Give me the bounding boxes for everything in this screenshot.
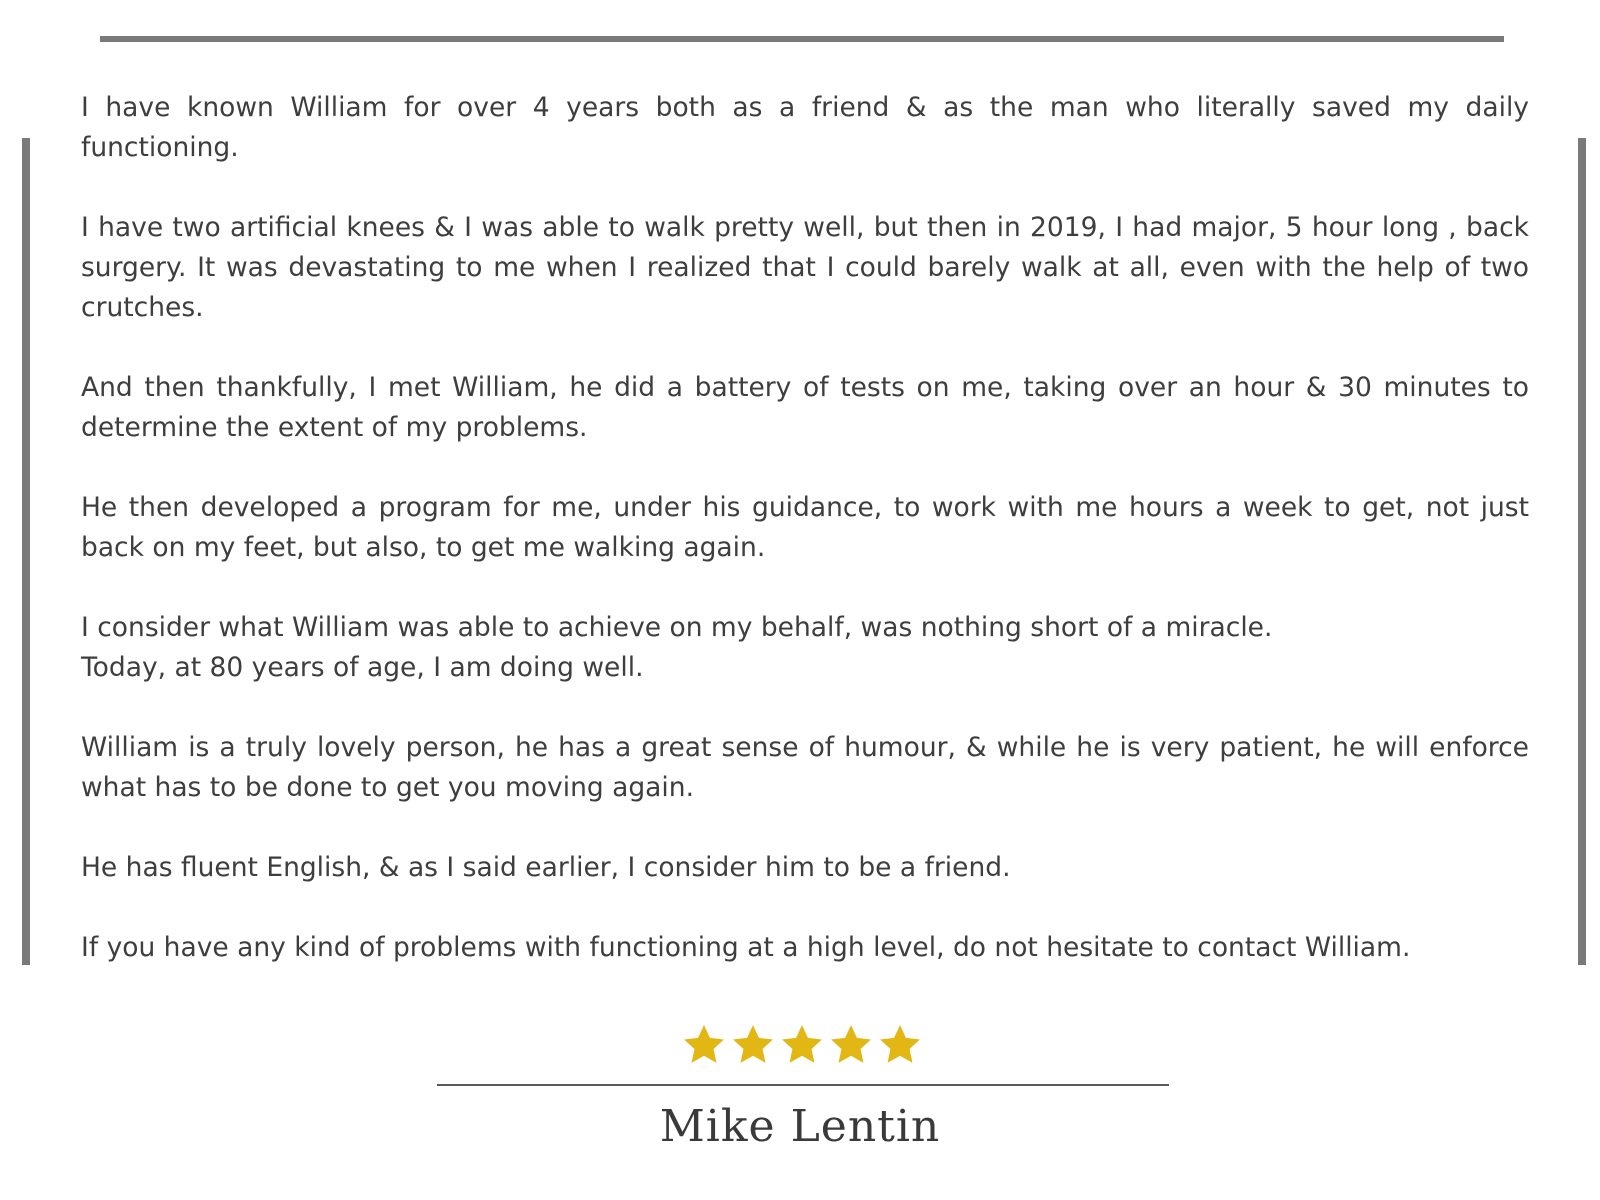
review-paragraph bbox=[81, 728, 1529, 808]
review-line: He then developed a program for me, under his guidance, to work with me hours a week to get, not just back on my feet, but also, to get me walking again. bbox=[81, 492, 1529, 563]
star-icon bbox=[779, 1022, 825, 1068]
top-divider bbox=[100, 36, 1504, 42]
review-paragraph bbox=[81, 368, 1529, 448]
review-paragraph bbox=[81, 928, 1529, 968]
left-accent-bar bbox=[22, 138, 30, 965]
review-paragraph bbox=[81, 488, 1529, 568]
star-icon bbox=[828, 1022, 874, 1068]
review-text bbox=[81, 88, 1529, 1008]
signature-line bbox=[437, 1084, 1169, 1086]
review-paragraph bbox=[81, 608, 1529, 688]
review-paragraph bbox=[81, 208, 1529, 328]
star-icon bbox=[681, 1022, 727, 1068]
review-line: I consider what William was able to achieve on my behalf, was nothing short of a miracle. bbox=[81, 612, 1273, 643]
review-paragraph bbox=[81, 88, 1529, 168]
star-icon bbox=[877, 1022, 923, 1068]
author-name: Mike Lentin bbox=[659, 1101, 941, 1152]
review-line: Today, at 80 years of age, I am doing well. bbox=[81, 652, 644, 683]
review-line: And then thankfully, I met William, he did a battery of tests on me, taking over an hour & 30 minutes to determine the extent of my problems. bbox=[81, 372, 1529, 443]
star-rating bbox=[681, 1022, 923, 1068]
review-line: William is a truly lovely person, he has a great sense of humour, & while he is very patient, he will enforce what has to be done to get you moving again. bbox=[81, 732, 1529, 803]
right-accent-bar bbox=[1578, 138, 1586, 965]
review-line: If you have any kind of problems with functioning at a high level, do not hesitate to contact William. bbox=[81, 932, 1411, 963]
review-line: I have two artificial knees & I was able to walk pretty well, but then in 2019, I had major, 5 hour long , back surgery. It was devastating to me when I realized that I could barely walk at all, even with the help of two crutches. bbox=[81, 212, 1529, 323]
review-line: I have known William for over 4 years both as a friend & as the man who literally saved my daily functioning. bbox=[81, 92, 1529, 163]
star-icon bbox=[730, 1022, 776, 1068]
review-paragraph bbox=[81, 848, 1529, 888]
review-line: He has fluent English, & as I said earlier, I consider him to be a friend. bbox=[81, 852, 1011, 883]
